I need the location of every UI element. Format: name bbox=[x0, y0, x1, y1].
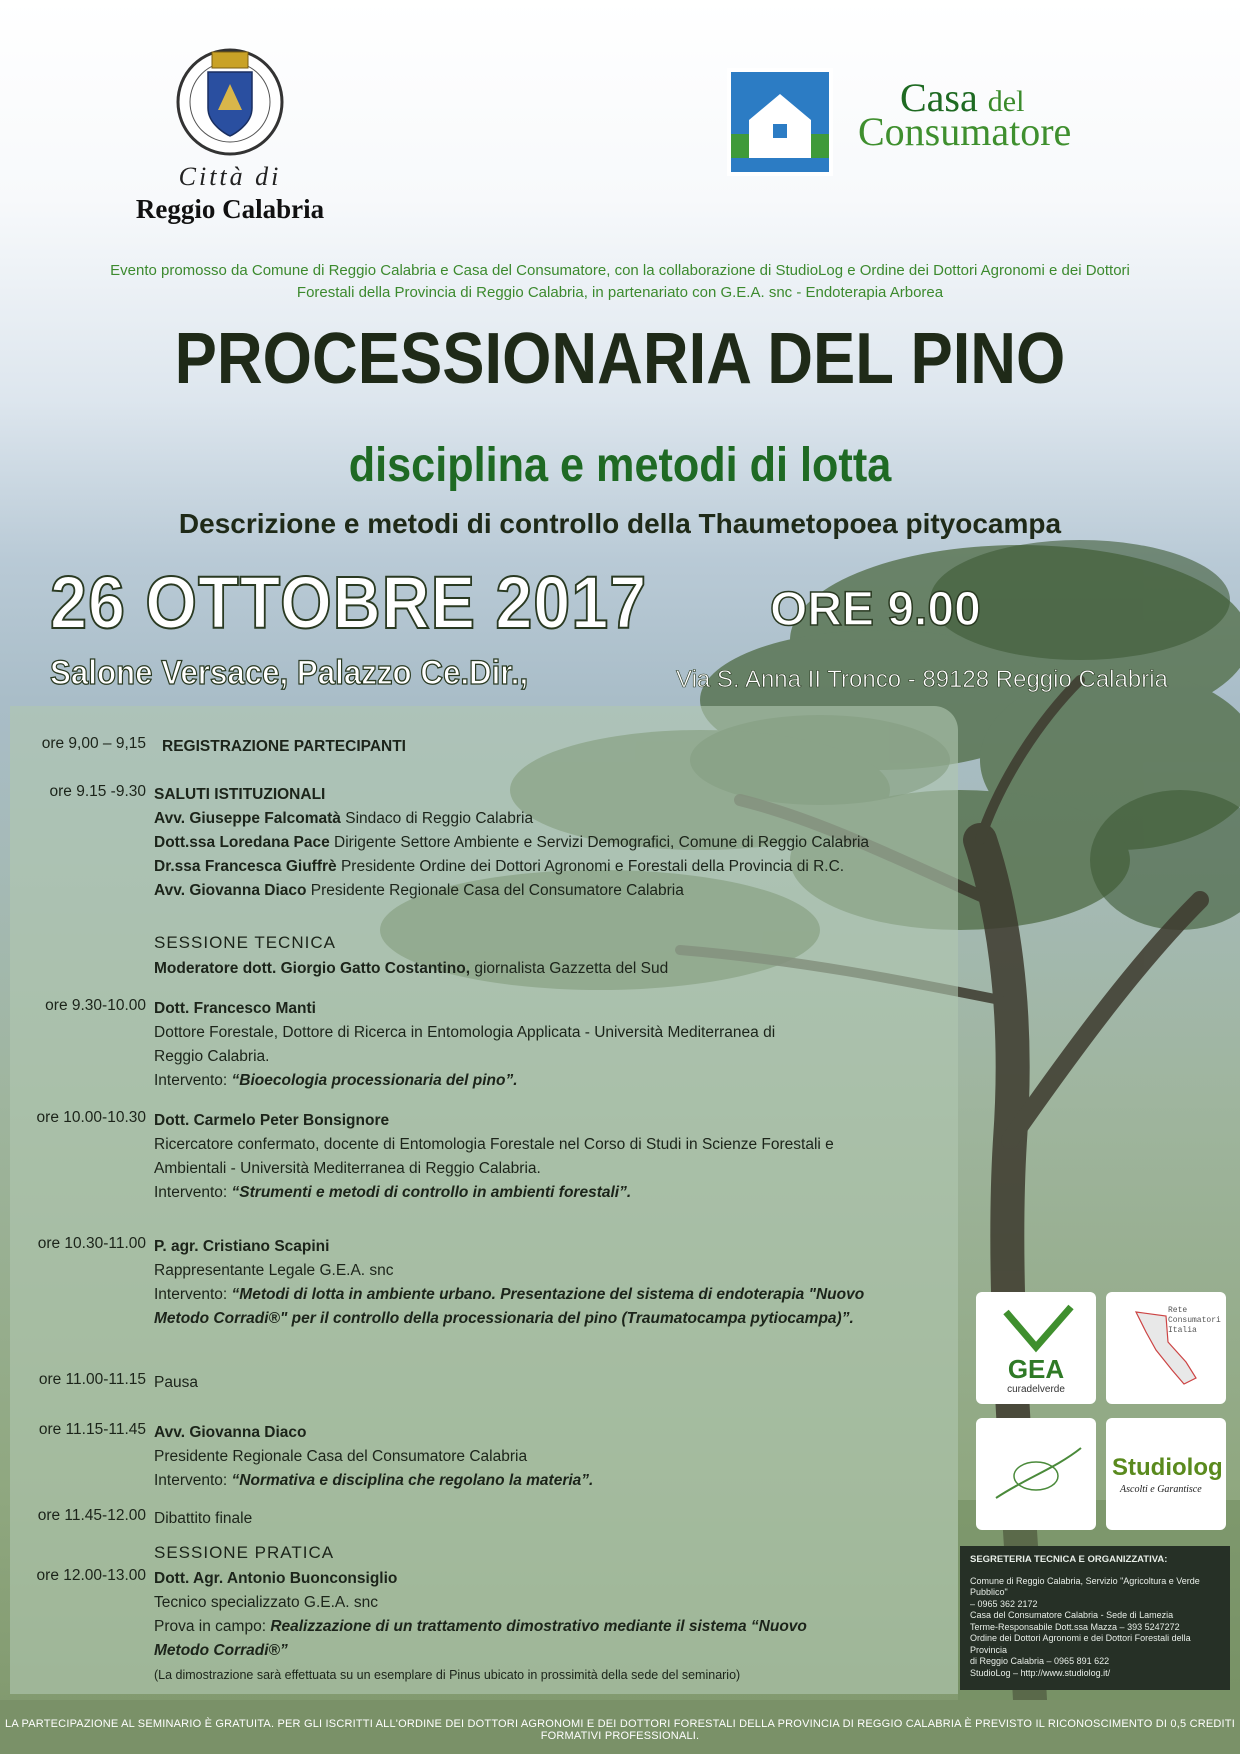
speaker-name: Dott. Agr. Antonio Buonconsiglio bbox=[154, 1570, 398, 1587]
gea-tagline: curadelverde bbox=[1007, 1384, 1065, 1395]
row-time: ore 9,00 – 9,15 bbox=[41, 735, 146, 752]
speaker-name: P. agr. Cristiano Scapini bbox=[154, 1238, 330, 1255]
speaker-role: Tecnico specializzato G.E.A. snc bbox=[154, 1594, 378, 1611]
talk-line bbox=[154, 1469, 954, 1493]
partner-name-part3: Consumatore bbox=[858, 109, 1072, 154]
speaker-name: Avv. Giovanna Diaco bbox=[154, 1424, 307, 1441]
rete-text: Rete Consumatori Italia bbox=[1168, 1306, 1221, 1335]
speaker-name: Avv. Giovanna Diaco bbox=[154, 882, 307, 899]
speaker-name: Avv. Giuseppe Falcomatà bbox=[154, 810, 341, 827]
rete-consumatori-logo bbox=[1106, 1292, 1226, 1404]
sponsor-logos bbox=[968, 1292, 1228, 1537]
ordine-agronomi-logo bbox=[976, 1418, 1096, 1530]
row-title: Dibattito finale bbox=[154, 1510, 253, 1527]
gea-check-icon bbox=[976, 1292, 1096, 1362]
row-time: ore 11.15-11.45 bbox=[38, 1421, 146, 1438]
speaker-role: Rappresentante Legale G.E.A. snc bbox=[154, 1262, 394, 1279]
event-time: ORE 9.00 bbox=[770, 583, 981, 636]
event-address: Via S. Anna II Tronco - 89128 Reggio Calabria bbox=[676, 666, 1168, 693]
footer-note: LA PARTECIPAZIONE AL SEMINARIO È GRATUITA. PER GLI ISCRITTI ALL'ORDINE DEI DOTTORI AGRONOMI E DEI DOTTORI FORESTALI DELLA PROVINCIA DI REGGIO CALABRIA È PREVISTO IL RICONOSCIMENTO DI 0,5 CREDITI FORMATIVI PROFESSIONALI. bbox=[5, 1718, 1235, 1742]
talk-label: Intervento: bbox=[154, 1286, 232, 1303]
secretariat-line: StudioLog – http://www.studiolog.it/ bbox=[970, 1667, 1111, 1678]
speaker-line bbox=[154, 855, 954, 879]
secretariat-line: Terme-Responsabile Dott.ssa Mazza – 393 5247272 bbox=[970, 1621, 1180, 1632]
secretariat-line: Ordine dei Dottori Agronomi e dei Dottori Forestali della Provincia bbox=[970, 1633, 1191, 1655]
house-logo bbox=[727, 68, 833, 176]
speaker-line bbox=[154, 879, 954, 903]
moderator-name: Moderatore dott. Giorgio Gatto Costantino, bbox=[154, 960, 471, 977]
studiolog-tagline: Ascolti e Garantisce bbox=[1120, 1484, 1202, 1495]
moderator-role: giornalista Gazzetta del Sud bbox=[470, 960, 669, 977]
talk-line bbox=[154, 1615, 954, 1639]
talk-title: “Normativa e disciplina che regolano la materia”. bbox=[231, 1472, 594, 1489]
speaker-role: Sindaco di Reggio Calabria bbox=[340, 810, 534, 827]
speaker-name: Dott. Carmelo Peter Bonsignore bbox=[154, 1112, 390, 1129]
row-time: ore 10.30-11.00 bbox=[37, 1235, 146, 1252]
talk-title: Realizzazione di un trattamento dimostrativo mediante il sistema “Nuovo bbox=[270, 1618, 807, 1635]
partner-logo-text bbox=[858, 68, 1108, 158]
row-title: REGISTRAZIONE PARTECIPANTI bbox=[162, 738, 406, 755]
row-time: ore 12.00-13.00 bbox=[36, 1567, 146, 1584]
talk-label: Prova in campo: bbox=[154, 1618, 271, 1635]
talk-line bbox=[154, 1069, 954, 1093]
secretariat-box bbox=[960, 1546, 1230, 1690]
speaker-line bbox=[154, 807, 954, 831]
speaker-role: Dirigente Settore Ambiente e Servizi Demografici, Comune di Reggio Calabria bbox=[329, 834, 870, 851]
event-title: PROCESSIONARIA DEL PINO bbox=[174, 319, 1066, 399]
event-description: Descrizione e metodi di controllo della Thaumetopoea pityocampa bbox=[178, 508, 1062, 539]
talk-title: “Bioecologia processionaria del pino”. bbox=[231, 1072, 518, 1089]
speaker-name: Dott.ssa Loredana Pace bbox=[154, 834, 330, 851]
speaker-role: Presidente Ordine dei Dottori Agronomi e Forestali della Provincia di R.C. bbox=[336, 858, 845, 875]
row-title: Pausa bbox=[154, 1374, 198, 1391]
talk-title-cont: Metodo Corradi®” bbox=[154, 1642, 288, 1659]
city-name-line2: Reggio Calabria bbox=[135, 194, 325, 224]
secretariat-line: – 0965 362 2172 bbox=[970, 1598, 1038, 1609]
speaker-name: Dr.ssa Francesca Giuffrè bbox=[154, 858, 337, 875]
row-time: ore 10.00-10.30 bbox=[36, 1109, 146, 1126]
talk-title-cont: Metodo Corradi®" per il controllo della processionaria del pino (Traumatocampa pytiocampa)”. bbox=[154, 1310, 854, 1327]
gea-logo bbox=[976, 1292, 1096, 1404]
partner-name-part1: Casa bbox=[900, 75, 978, 120]
demo-note: (La dimostrazione sarà effettuata su un esemplare di Pinus ubicato in prossimità della sede del seminario) bbox=[154, 1668, 741, 1682]
speaker-line bbox=[154, 831, 954, 855]
row-title: SALUTI ISTITUZIONALI bbox=[154, 786, 326, 803]
secretariat-line: Comune di Reggio Calabria, Servizio "Agricoltura e Verde Pubblico" bbox=[970, 1575, 1200, 1597]
studiolog-logo bbox=[1106, 1418, 1226, 1530]
speaker-role: Presidente Regionale Casa del Consumatore Calabria bbox=[154, 1448, 528, 1465]
speaker-role: Dottore Forestale, Dottore di Ricerca in Entomologia Applicata - Università Mediterranea di bbox=[154, 1024, 776, 1041]
speaker-role: Reggio Calabria. bbox=[154, 1048, 270, 1065]
talk-line bbox=[154, 1181, 954, 1205]
row-time: ore 9.15 -9.30 bbox=[49, 783, 146, 800]
speaker-role: Ricercatore confermato, docente di Entomologia Forestale nel Corso di Studi in Scienze Forestali e bbox=[154, 1136, 834, 1153]
footer-bar bbox=[0, 1700, 1240, 1754]
secretariat-line: di Reggio Calabria – 0965 891 622 bbox=[970, 1656, 1110, 1666]
studiolog-name: Studiolog bbox=[1112, 1454, 1223, 1481]
session-title: SESSIONE PRATICA bbox=[154, 1543, 335, 1562]
row-time: ore 11.45-12.00 bbox=[37, 1507, 146, 1524]
row-time: ore 9.30-10.00 bbox=[45, 997, 146, 1014]
event-subtitle: disciplina e metodi di lotta bbox=[348, 439, 892, 492]
event-date: 26 OTTOBRE 2017 bbox=[50, 561, 648, 644]
talk-label: Intervento: bbox=[154, 1184, 232, 1201]
talk-label: Intervento: bbox=[154, 1472, 232, 1489]
partner-name-part2: del bbox=[987, 85, 1025, 118]
secretariat-line: Casa del Consumatore Calabria - Sede di Lamezia bbox=[970, 1610, 1174, 1620]
talk-line bbox=[154, 1283, 954, 1307]
secretariat-heading: SEGRETERIA TECNICA E ORGANIZZATIVA: bbox=[970, 1554, 1168, 1565]
row-time: ore 11.00-11.15 bbox=[38, 1371, 146, 1388]
olive-branch-icon bbox=[976, 1418, 1096, 1530]
promo-text: Evento promosso da Comune di Reggio Calabria e Casa del Consumatore, con la collaborazione di StudioLog e Ordine dei Dottori Agronomi e dei Dottori Forestali della Provincia di Reggio Calabria, in partenariato con G.E.A. snc - Endoterapia Arborea bbox=[110, 262, 1130, 301]
talk-title: “Metodi di lotta in ambiente urbano. Presentazione del sistema di endoterapia "Nuovo bbox=[231, 1286, 865, 1303]
talk-label: Intervento: bbox=[154, 1072, 232, 1089]
gea-name: GEA bbox=[1007, 1354, 1065, 1384]
city-name-line1: Città di bbox=[178, 162, 282, 191]
speaker-role: Ambientali - Università Mediterranea di Reggio Calabria. bbox=[154, 1160, 541, 1177]
speaker-role: Presidente Regionale Casa del Consumatore Calabria bbox=[306, 882, 684, 899]
talk-title: “Strumenti e metodi di controllo in ambienti forestali”. bbox=[231, 1184, 632, 1201]
session-title: SESSIONE TECNICA bbox=[154, 933, 336, 952]
event-venue: Salone Versace, Palazzo Ce.Dir., bbox=[50, 654, 529, 692]
city-crest-logo bbox=[160, 40, 300, 160]
speaker-name: Dott. Francesco Manti bbox=[154, 1000, 316, 1017]
